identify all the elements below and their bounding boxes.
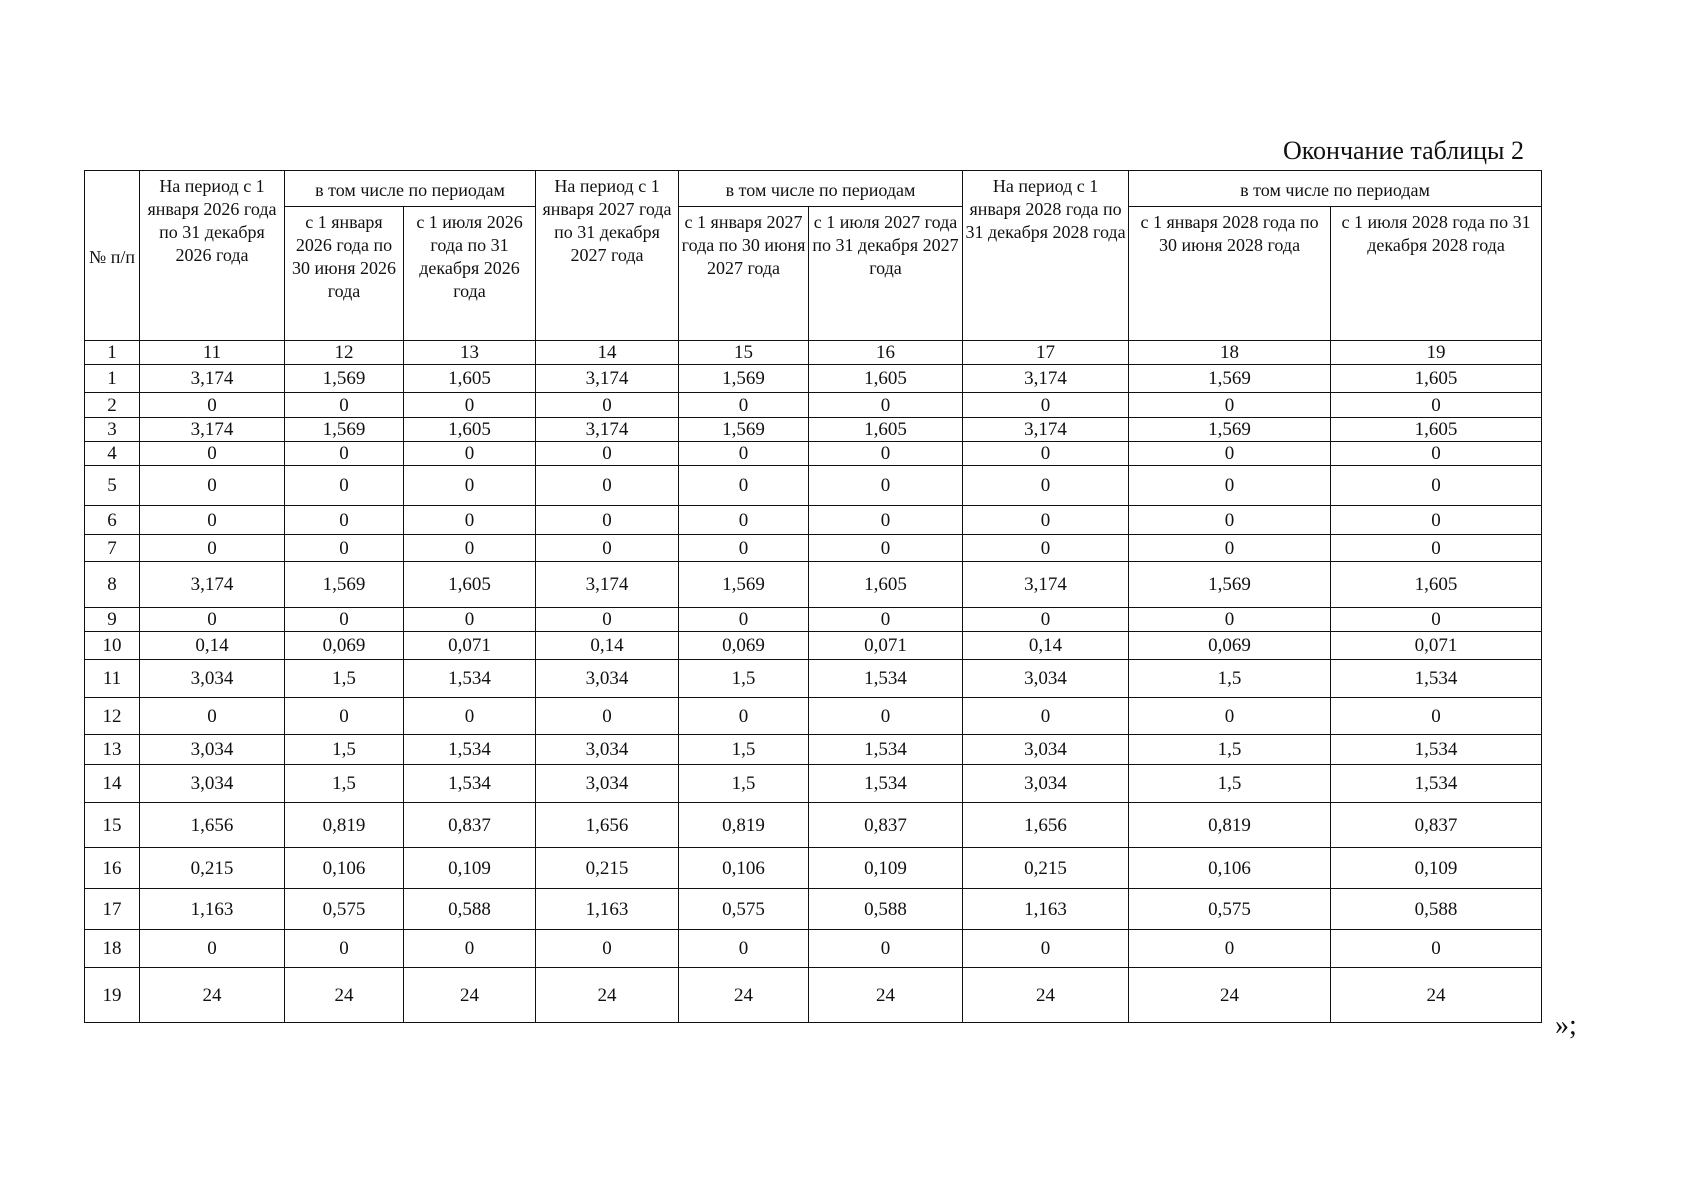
table-cell: 1,163	[140, 889, 285, 930]
table-cell: 0	[1331, 506, 1542, 535]
table-cell: 1,163	[536, 889, 679, 930]
table-cell: 24	[963, 968, 1129, 1023]
table-cell: 1,605	[404, 562, 536, 608]
table-cell: 0	[809, 506, 963, 535]
table-cell: 0,575	[1129, 889, 1331, 930]
table-cell: 0,575	[679, 889, 809, 930]
data-table	[84, 170, 1542, 1023]
table-cell: 0	[679, 506, 809, 535]
table-cell: 0	[536, 535, 679, 562]
table-cell: 0	[404, 930, 536, 968]
table-cell: 0	[1129, 698, 1331, 735]
table-cell: 3,034	[140, 735, 285, 765]
table-cell: 1,656	[963, 803, 1129, 848]
table-cell: 3,034	[140, 765, 285, 803]
table-row	[85, 765, 1542, 803]
table-cell: 0	[140, 535, 285, 562]
table-row	[85, 365, 1542, 393]
table-cell: 1,569	[285, 418, 404, 442]
table-cell: 0	[404, 535, 536, 562]
table-row	[85, 442, 1542, 466]
header-num: № п/п	[85, 171, 140, 341]
table-cell: 0	[963, 535, 1129, 562]
table-cell: 0	[809, 608, 963, 632]
row-number-cell: 3	[85, 418, 140, 442]
table-cell: 0,819	[285, 803, 404, 848]
table-cell: 3,034	[536, 660, 679, 698]
header-h2-2026: с 1 июля 2026 года по 31 декабря 2026 года	[404, 207, 536, 341]
table-cell: 0	[809, 393, 963, 418]
row-number-cell: 11	[85, 660, 140, 698]
header-period-2026: На период с 1 января 2026 года по 31 декабря 2026 года	[140, 171, 285, 341]
row-number-cell: 14	[85, 765, 140, 803]
table-cell: 0	[1331, 466, 1542, 506]
table-cell: 3,174	[536, 365, 679, 393]
table-cell: 24	[285, 968, 404, 1023]
row-number-cell: 1	[85, 341, 140, 365]
table-cell: 0	[1129, 535, 1331, 562]
row-number-cell: 9	[85, 608, 140, 632]
table-row	[85, 418, 1542, 442]
table-cell: 1,605	[404, 365, 536, 393]
table-row	[85, 968, 1542, 1023]
table-cell: 0,588	[1331, 889, 1542, 930]
table-cell: 16	[809, 341, 963, 365]
table-cell: 0	[285, 698, 404, 735]
table-cell: 1,534	[1331, 735, 1542, 765]
table-row	[85, 735, 1542, 765]
table-row	[85, 466, 1542, 506]
table-row	[85, 562, 1542, 608]
table-cell: 0,069	[679, 632, 809, 660]
table-cell: 1,605	[404, 418, 536, 442]
table-cell: 0	[285, 535, 404, 562]
table-cell: 17	[963, 341, 1129, 365]
header-h1-2028: с 1 января 2028 года по 30 июня 2028 года	[1129, 207, 1331, 341]
table-caption: Окончание таблицы 2	[1282, 136, 1524, 165]
header-h1-2026: с 1 января 2026 года по 30 июня 2026 года	[285, 207, 404, 341]
table-cell: 0,106	[285, 848, 404, 889]
table-cell: 0,106	[679, 848, 809, 889]
table-cell: 0	[963, 442, 1129, 466]
table-cell: 3,174	[963, 562, 1129, 608]
table-cell: 1,5	[285, 765, 404, 803]
table-cell: 1,569	[285, 562, 404, 608]
table-cell: 0	[404, 608, 536, 632]
table-cell: 1,569	[1129, 418, 1331, 442]
table-cell: 1,534	[404, 765, 536, 803]
row-number-cell: 18	[85, 930, 140, 968]
table-cell: 1,5	[1129, 765, 1331, 803]
table-cell: 0	[1331, 930, 1542, 968]
table-cell: 0,837	[1331, 803, 1542, 848]
table-cell: 0	[404, 442, 536, 466]
header-h2-2027: с 1 июля 2027 года по 31 декабря 2027 года	[809, 207, 963, 341]
table-cell: 0	[963, 466, 1129, 506]
table-cell: 0	[536, 393, 679, 418]
table-cell: 0,14	[963, 632, 1129, 660]
table-cell: 0,106	[1129, 848, 1331, 889]
row-number-cell: 6	[85, 506, 140, 535]
row-number-cell: 7	[85, 535, 140, 562]
row-number-cell: 15	[85, 803, 140, 848]
table-cell: 0	[285, 930, 404, 968]
table-row	[85, 393, 1542, 418]
table-cell: 0,819	[679, 803, 809, 848]
table-cell: 0	[285, 442, 404, 466]
table-cell: 3,034	[963, 735, 1129, 765]
table-cell: 24	[1331, 968, 1542, 1023]
table-cell: 0,069	[285, 632, 404, 660]
table-cell: 0	[285, 608, 404, 632]
table-cell: 1,605	[1331, 365, 1542, 393]
table-cell: 0	[963, 930, 1129, 968]
table-cell: 0	[1129, 506, 1331, 535]
table-cell: 0,071	[1331, 632, 1542, 660]
table-cell: 0,588	[809, 889, 963, 930]
table-cell: 0	[404, 393, 536, 418]
table-cell: 0	[140, 506, 285, 535]
table-cell: 1,5	[679, 735, 809, 765]
table-cell: 0	[140, 442, 285, 466]
table-cell: 0,109	[809, 848, 963, 889]
table-cell: 13	[404, 341, 536, 365]
table-cell: 15	[679, 341, 809, 365]
row-number-cell: 12	[85, 698, 140, 735]
table-cell: 1,534	[809, 660, 963, 698]
table-cell: 0	[679, 393, 809, 418]
table-cell: 0,575	[285, 889, 404, 930]
header-period-2028: На период с 1 января 2028 года по 31 декабря 2028 года	[963, 171, 1129, 341]
table-cell: 0,109	[1331, 848, 1542, 889]
table-cell: 0	[1331, 698, 1542, 735]
table-cell: 0	[1331, 608, 1542, 632]
table-cell: 1,5	[679, 765, 809, 803]
table-cell: 3,034	[140, 660, 285, 698]
table-cell: 0	[140, 608, 285, 632]
table-cell: 1,534	[809, 735, 963, 765]
table-cell: 1,569	[679, 562, 809, 608]
table-cell: 1,5	[1129, 660, 1331, 698]
table-cell: 0	[679, 535, 809, 562]
table-cell: 0	[1331, 535, 1542, 562]
table-cell: 1,5	[679, 660, 809, 698]
table-cell: 3,034	[963, 660, 1129, 698]
table-cell: 0	[1129, 442, 1331, 466]
header-h2-2028: с 1 июля 2028 года по 31 декабря 2028 года	[1331, 207, 1542, 341]
closing-quote-mark: »;	[1555, 1010, 1577, 1041]
table-cell: 1,656	[140, 803, 285, 848]
table-cell: 24	[140, 968, 285, 1023]
table-cell: 3,174	[536, 418, 679, 442]
table-cell: 0	[809, 466, 963, 506]
table-cell: 0	[963, 506, 1129, 535]
table-cell: 24	[536, 968, 679, 1023]
table-cell: 0,109	[404, 848, 536, 889]
table-cell: 0	[1129, 930, 1331, 968]
row-number-cell: 4	[85, 442, 140, 466]
table-cell: 0	[285, 466, 404, 506]
row-number-cell: 2	[85, 393, 140, 418]
table-cell: 1,5	[285, 735, 404, 765]
table-cell: 0,14	[536, 632, 679, 660]
header-period-2027: На период с 1 января 2027 года по 31 декабря 2027 года	[536, 171, 679, 341]
row-number-cell: 16	[85, 848, 140, 889]
table-cell: 1,605	[809, 365, 963, 393]
table-cell: 0	[140, 466, 285, 506]
table-row	[85, 660, 1542, 698]
row-number-cell: 1	[85, 365, 140, 393]
row-number-cell: 19	[85, 968, 140, 1023]
header-subperiods-2027: в том числе по периодам	[679, 171, 963, 207]
table-cell: 0	[963, 698, 1129, 735]
table-cell: 0	[140, 393, 285, 418]
table-cell: 1,534	[809, 765, 963, 803]
table-cell: 0	[809, 698, 963, 735]
table-row	[85, 535, 1542, 562]
table-cell: 0	[1129, 608, 1331, 632]
table-cell: 24	[1129, 968, 1331, 1023]
table-cell: 1,534	[1331, 765, 1542, 803]
table-cell: 0	[285, 393, 404, 418]
table-cell: 24	[679, 968, 809, 1023]
table-cell: 0,837	[404, 803, 536, 848]
table-cell: 0	[536, 608, 679, 632]
table-cell: 24	[809, 968, 963, 1023]
table-cell: 0	[1129, 466, 1331, 506]
table-row	[85, 506, 1542, 535]
table-cell: 0	[285, 506, 404, 535]
table-cell: 0	[536, 442, 679, 466]
table-cell: 0	[679, 698, 809, 735]
table-cell: 24	[404, 968, 536, 1023]
table-row	[85, 608, 1542, 632]
table-cell: 1,534	[404, 735, 536, 765]
row-number-cell: 13	[85, 735, 140, 765]
table-cell: 0	[679, 466, 809, 506]
table-cell: 0,819	[1129, 803, 1331, 848]
table-cell: 0,215	[536, 848, 679, 889]
table-row	[85, 632, 1542, 660]
table-cell: 3,174	[536, 562, 679, 608]
table-cell: 0,215	[140, 848, 285, 889]
table-cell: 0,14	[140, 632, 285, 660]
table-cell: 3,174	[963, 418, 1129, 442]
table-cell: 3,034	[536, 735, 679, 765]
table-cell: 0	[963, 393, 1129, 418]
table-cell: 0,588	[404, 889, 536, 930]
table-cell: 1,569	[679, 418, 809, 442]
table-cell: 0	[1331, 393, 1542, 418]
table-cell: 3,034	[536, 765, 679, 803]
table-cell: 1,569	[285, 365, 404, 393]
row-number-cell: 10	[85, 632, 140, 660]
table-cell: 3,174	[140, 365, 285, 393]
table-cell: 0	[140, 698, 285, 735]
table-cell: 0	[536, 930, 679, 968]
table-cell: 3,174	[963, 365, 1129, 393]
table-cell: 0,071	[809, 632, 963, 660]
table-cell: 0	[809, 442, 963, 466]
table-cell: 0	[809, 535, 963, 562]
table-cell: 12	[285, 341, 404, 365]
table-cell: 1,569	[679, 365, 809, 393]
table-cell: 0	[536, 506, 679, 535]
header-subperiods-2026: в том числе по периодам	[285, 171, 536, 207]
table-cell: 0	[140, 930, 285, 968]
row-number-cell: 8	[85, 562, 140, 608]
table-cell: 1,569	[1129, 562, 1331, 608]
table-cell: 0	[404, 466, 536, 506]
table-cell: 3,174	[140, 418, 285, 442]
table-cell: 0	[809, 930, 963, 968]
table-cell: 0	[404, 698, 536, 735]
table-row	[85, 848, 1542, 889]
table-row	[85, 889, 1542, 930]
table-cell: 0	[679, 930, 809, 968]
header-subperiods-2028: в том числе по периодам	[1129, 171, 1542, 207]
header-h1-2027: с 1 января 2027 года по 30 июня 2027 года	[679, 207, 809, 341]
table-cell: 1,5	[285, 660, 404, 698]
table-cell: 1,605	[809, 418, 963, 442]
table-cell: 19	[1331, 341, 1542, 365]
table-cell: 0	[1331, 442, 1542, 466]
table-body	[85, 341, 1542, 1023]
table-cell: 1,605	[1331, 418, 1542, 442]
table-cell: 0	[679, 608, 809, 632]
table-cell: 1,534	[1331, 660, 1542, 698]
table-cell: 11	[140, 341, 285, 365]
table-cell: 0	[679, 442, 809, 466]
table-cell: 0	[404, 506, 536, 535]
table-row	[85, 803, 1542, 848]
row-number-cell: 17	[85, 889, 140, 930]
table-cell: 14	[536, 341, 679, 365]
table-cell: 1,605	[809, 562, 963, 608]
table-cell: 1,656	[536, 803, 679, 848]
table-cell: 0	[1129, 393, 1331, 418]
table-cell: 1,163	[963, 889, 1129, 930]
table-cell: 0,069	[1129, 632, 1331, 660]
row-number-cell: 5	[85, 466, 140, 506]
column-number-row	[85, 341, 1542, 365]
table-row	[85, 930, 1542, 968]
table-cell: 1,605	[1331, 562, 1542, 608]
table-header	[85, 171, 1542, 341]
table-cell: 0	[536, 466, 679, 506]
table-cell: 0	[963, 608, 1129, 632]
table-cell: 3,034	[963, 765, 1129, 803]
table-cell: 0,837	[809, 803, 963, 848]
table-cell: 1,534	[404, 660, 536, 698]
table-cell: 0,215	[963, 848, 1129, 889]
table-cell: 3,174	[140, 562, 285, 608]
table-row	[85, 698, 1542, 735]
table-cell: 1,5	[1129, 735, 1331, 765]
table-cell: 18	[1129, 341, 1331, 365]
table-cell: 0,071	[404, 632, 536, 660]
table-cell: 0	[536, 698, 679, 735]
table-cell: 1,569	[1129, 365, 1331, 393]
